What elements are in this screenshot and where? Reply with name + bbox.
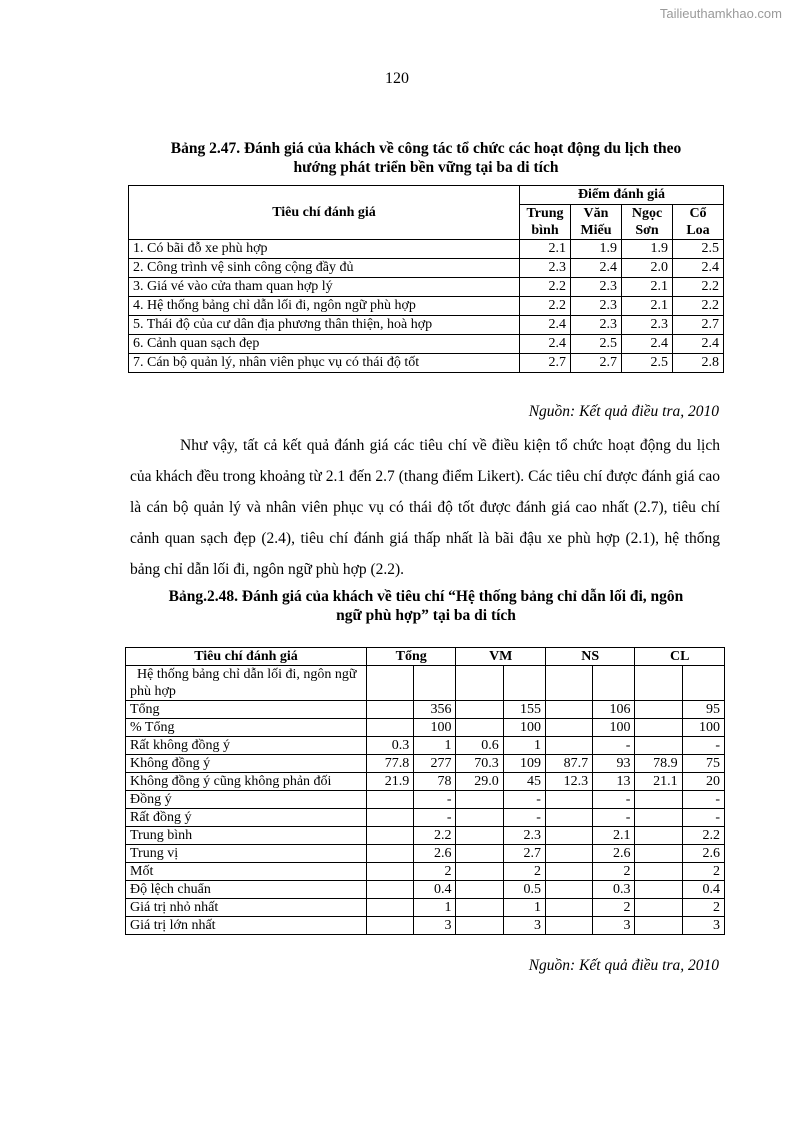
table-row <box>126 701 725 719</box>
table2-cell <box>545 881 592 899</box>
table2-row-label: Đồng ý <box>126 791 367 809</box>
table-row <box>126 666 725 701</box>
table1-row-label: 4. Hệ thống bảng chỉ dẫn lối đi, ngôn ngữ phù hợp <box>129 297 520 316</box>
table1-cell: 2.7 <box>520 354 571 373</box>
table1-row-label: 1. Có bãi đỗ xe phù hợp <box>129 240 520 259</box>
page-number: 120 <box>385 70 409 87</box>
table2-caption <box>128 587 724 625</box>
table2-cell: - <box>503 791 545 809</box>
table2-cell <box>503 666 545 701</box>
table2-cell: 1 <box>503 737 545 755</box>
table2-cell: 0.5 <box>503 881 545 899</box>
table1-col-header <box>622 205 673 240</box>
table2-row-label: Giá trị nhỏ nhất <box>126 899 367 917</box>
table2-cell: - <box>682 809 724 827</box>
table1-source: Nguồn: Kết quả điều tra, 2010 <box>528 403 719 420</box>
table2-cell: 0.4 <box>682 881 724 899</box>
table2-cell <box>635 809 682 827</box>
table1-col-header-line: Miếu <box>580 223 612 238</box>
table-row <box>129 240 724 259</box>
table2-group-header: NS <box>545 648 634 666</box>
table1-col-header-line: Cổ <box>689 206 707 221</box>
table2-cell <box>414 666 456 701</box>
table2-cell <box>635 863 682 881</box>
table2-cell: 3 <box>414 917 456 935</box>
table2-cell: 3 <box>682 917 724 935</box>
table-row <box>126 809 725 827</box>
table1-row-label: 2. Công trình vệ sinh công cộng đầy đủ <box>129 259 520 278</box>
table2-row-label: Trung vị <box>126 845 367 863</box>
table1-col-header <box>571 205 622 240</box>
table2-cell: 2 <box>593 899 635 917</box>
table1-cell: 2.5 <box>622 354 673 373</box>
table2-cell <box>545 666 592 701</box>
table2-cell: 155 <box>503 701 545 719</box>
table2-cell: 12.3 <box>545 773 592 791</box>
table2-cell <box>456 791 503 809</box>
table2-cell <box>456 899 503 917</box>
table2-cell <box>367 863 414 881</box>
table2-cell: 13 <box>593 773 635 791</box>
table-row <box>129 335 724 354</box>
table1-cell: 2.4 <box>520 335 571 354</box>
table2-cell: 78 <box>414 773 456 791</box>
table1-caption <box>128 139 724 177</box>
table2-cell: 2.3 <box>503 827 545 845</box>
table1-cell: 2.7 <box>571 354 622 373</box>
table1-col-header-line: Ngọc <box>631 206 663 221</box>
table1-cell: 2.4 <box>622 335 673 354</box>
table2-cell <box>635 917 682 935</box>
table2-cell <box>635 737 682 755</box>
table2-cell <box>635 666 682 701</box>
table1-cell: 2.4 <box>520 316 571 335</box>
table2-cell <box>456 719 503 737</box>
table-row <box>126 719 725 737</box>
table2-cell: 2.6 <box>593 845 635 863</box>
table2-cell: 20 <box>682 773 724 791</box>
table2-cell: 2.7 <box>503 845 545 863</box>
table1-cell: 2.7 <box>673 316 724 335</box>
table2-cell <box>545 701 592 719</box>
table2-cell: 100 <box>414 719 456 737</box>
table2-caption-line2: ngữ phù hợp” tại ba di tích <box>336 607 516 624</box>
table2-cell: 277 <box>414 755 456 773</box>
table2-cell <box>545 719 592 737</box>
table2-cell: 70.3 <box>456 755 503 773</box>
table2-cell <box>545 845 592 863</box>
table-row <box>126 773 725 791</box>
table2-cell: 2.6 <box>682 845 724 863</box>
table1-cell: 2.3 <box>571 316 622 335</box>
table1-cell: 2.2 <box>520 297 571 316</box>
table2-cell <box>367 845 414 863</box>
table1-col-header <box>520 205 571 240</box>
table1 <box>128 185 724 373</box>
table2-cell <box>545 827 592 845</box>
table2-cell: 29.0 <box>456 773 503 791</box>
table1-cell: 2.4 <box>673 335 724 354</box>
table2-caption-line1: Bảng.2.48. Đánh giá của khách về tiêu chí “Hệ thống bảng chỉ dẫn lối đi, ngôn <box>168 588 684 605</box>
table1-cell: 2.4 <box>571 259 622 278</box>
table1-cell: 1.9 <box>571 240 622 259</box>
table2-cell <box>545 917 592 935</box>
table2-cell: 2 <box>593 863 635 881</box>
table2-cell: 0.4 <box>414 881 456 899</box>
table2-row-label: Rất đồng ý <box>126 809 367 827</box>
table1-cell: 2.2 <box>520 278 571 297</box>
table1-cell: 2.5 <box>673 240 724 259</box>
table2-cell: 100 <box>682 719 724 737</box>
table2-cell: - <box>682 791 724 809</box>
table2-cell: 1 <box>503 899 545 917</box>
table-row <box>126 755 725 773</box>
table1-col-header-line: Trung <box>526 206 564 221</box>
table-row <box>129 259 724 278</box>
table1-caption-line1: Bảng 2.47. Đánh giá của khách về công tác tổ chức các hoạt động du lịch theo <box>170 140 682 157</box>
table2-source: Nguồn: Kết quả điều tra, 2010 <box>528 957 719 974</box>
table1-cell: 2.4 <box>673 259 724 278</box>
table2-cell: 2.2 <box>414 827 456 845</box>
table1-col-header <box>673 205 724 240</box>
table2-cell: 77.8 <box>367 755 414 773</box>
table2-cell: 1 <box>414 899 456 917</box>
table1-header-group: Điểm đánh giá <box>520 186 724 205</box>
table2-body <box>126 666 725 935</box>
table1-cell: 2.3 <box>571 297 622 316</box>
table2-cell <box>456 845 503 863</box>
table2-cell: 106 <box>593 701 635 719</box>
table2-cell <box>635 791 682 809</box>
table2-cell <box>635 827 682 845</box>
table2-cell: - <box>503 809 545 827</box>
table1-cell: 2.3 <box>571 278 622 297</box>
table1-cell: 2.2 <box>673 278 724 297</box>
table2-cell <box>545 791 592 809</box>
table-row <box>126 917 725 935</box>
table1-caption-line2: hướng phát triển bền vững tại ba di tích <box>293 159 559 176</box>
table2-row-label: Trung bình <box>126 827 367 845</box>
table2-cell: 2.2 <box>682 827 724 845</box>
table2-row-label: Rất không đồng ý <box>126 737 367 755</box>
table-row <box>126 899 725 917</box>
table2-cell <box>456 863 503 881</box>
table2-cell: - <box>414 809 456 827</box>
table1-cell: 2.5 <box>571 335 622 354</box>
table-row <box>126 881 725 899</box>
table2-cell <box>367 827 414 845</box>
table2-group-header: VM <box>456 648 545 666</box>
table2-cell: 87.7 <box>545 755 592 773</box>
watermark-text: Tailieuthamkhao.com <box>659 6 782 21</box>
table2-group-header: Tổng <box>367 648 456 666</box>
table2-cell <box>456 917 503 935</box>
table2-cell <box>367 881 414 899</box>
table2-cell <box>545 899 592 917</box>
table2-cell: 2 <box>414 863 456 881</box>
table-row <box>126 845 725 863</box>
table1-cell: 2.0 <box>622 259 673 278</box>
table2-row-label: Độ lệch chuẩn <box>126 881 367 899</box>
table2-cell: 0.3 <box>593 881 635 899</box>
table2-cell <box>545 809 592 827</box>
table2-group-header: CL <box>635 648 725 666</box>
table2-cell: - <box>682 737 724 755</box>
table-row <box>126 791 725 809</box>
table2-cell <box>593 666 635 701</box>
table-row <box>126 737 725 755</box>
table2-cell: - <box>593 809 635 827</box>
table2-cell <box>635 899 682 917</box>
table1-col-header-line: bình <box>531 223 559 238</box>
table2-cell <box>545 863 592 881</box>
table2-cell: 2 <box>682 863 724 881</box>
table2-cell: 21.9 <box>367 773 414 791</box>
table2-cell: - <box>414 791 456 809</box>
table1-cell: 2.8 <box>673 354 724 373</box>
table2-cell: 78.9 <box>635 755 682 773</box>
table-row <box>129 354 724 373</box>
table1-header-row <box>129 186 724 205</box>
table1-row-label: 5. Thái độ của cư dân địa phương thân thiện, hoà hợp <box>129 316 520 335</box>
table2-cell <box>456 881 503 899</box>
table2-row-label: Hệ thống bảng chỉ dẫn lối đi, ngôn ngữ phù hợp <box>126 666 367 701</box>
table2-cell: 2 <box>682 899 724 917</box>
table2-cell <box>367 701 414 719</box>
table1-cell: 2.3 <box>520 259 571 278</box>
table2-cell <box>367 809 414 827</box>
table2-cell: 3 <box>593 917 635 935</box>
table2-cell: - <box>593 791 635 809</box>
table2-cell: 0.6 <box>456 737 503 755</box>
table2-cell <box>456 701 503 719</box>
table2-row-label: Mốt <box>126 863 367 881</box>
table1-col-header-line: Văn <box>583 206 609 221</box>
table2-cell: - <box>593 737 635 755</box>
table1-cell: 2.1 <box>622 278 673 297</box>
table2-cell <box>682 666 724 701</box>
table1-col-header-line: Loa <box>686 223 710 238</box>
table1-cell: 2.1 <box>622 297 673 316</box>
table-row <box>129 316 724 335</box>
table2-cell <box>635 701 682 719</box>
table2-cell <box>456 827 503 845</box>
table2-cell: 21.1 <box>635 773 682 791</box>
table2-cell <box>367 719 414 737</box>
table2-cell <box>367 791 414 809</box>
table2-cell: 100 <box>593 719 635 737</box>
body-paragraph: Như vậy, tất cả kết quả đánh giá các tiêu chí về điều kiện tổ chức hoạt động du lịch của khách đều trong khoảng từ 2.1 đến 2.7 (thang điểm Likert). Các tiêu chí được đánh giá cao là cán bộ quản lý và nhân viên phục vụ có thái độ tốt được đánh giá cao nhất (2.7), tiêu chí cảnh quan sạch đẹp (2.4), tiêu chí đánh giá thấp nhất là bãi đậu xe phù hợp (2.1), hệ thống bảng chỉ dẫn lối đi, ngôn ngữ phù hợp (2.2). <box>130 437 720 578</box>
table2-cell <box>545 737 592 755</box>
table1-cell: 2.3 <box>622 316 673 335</box>
table2-row-label: % Tổng <box>126 719 367 737</box>
table1-cell: 2.2 <box>673 297 724 316</box>
table2-cell: 93 <box>593 755 635 773</box>
table2-cell: 100 <box>503 719 545 737</box>
table2-row-label: Tổng <box>126 701 367 719</box>
table2-row-label: Không đồng ý cũng không phản đối <box>126 773 367 791</box>
table2-cell <box>456 809 503 827</box>
table-row <box>126 863 725 881</box>
table2-cell <box>367 917 414 935</box>
table2-cell: 2.1 <box>593 827 635 845</box>
table2-cell <box>456 666 503 701</box>
table2-header-row <box>126 648 725 666</box>
table1-row-label: 3. Giá vé vào cửa tham quan hợp lý <box>129 278 520 297</box>
table2-cell: 356 <box>414 701 456 719</box>
table2-cell: 2 <box>503 863 545 881</box>
table2-cell <box>635 845 682 863</box>
table2-cell: 95 <box>682 701 724 719</box>
table1-col-header-line: Sơn <box>635 223 659 238</box>
table2-row-label: Không đồng ý <box>126 755 367 773</box>
table2-cell: 75 <box>682 755 724 773</box>
table2-cell: 2.6 <box>414 845 456 863</box>
table1-cell: 2.1 <box>520 240 571 259</box>
table-row <box>129 297 724 316</box>
table2-cell: 0.3 <box>367 737 414 755</box>
table2-cell: 45 <box>503 773 545 791</box>
table2-cell: 1 <box>414 737 456 755</box>
table2-row-label: Giá trị lớn nhất <box>126 917 367 935</box>
table2-header-criteria: Tiêu chí đánh giá <box>126 648 367 666</box>
table2-cell <box>635 881 682 899</box>
table2-cell <box>635 719 682 737</box>
table-row <box>126 827 725 845</box>
table1-cell: 1.9 <box>622 240 673 259</box>
table2 <box>125 647 725 935</box>
table2-cell: 109 <box>503 755 545 773</box>
table1-body <box>129 240 724 373</box>
table2-cell <box>367 899 414 917</box>
table2-cell: 3 <box>503 917 545 935</box>
table1-header-criteria: Tiêu chí đánh giá <box>129 186 520 240</box>
table1-row-label: 6. Cảnh quan sạch đẹp <box>129 335 520 354</box>
table-row <box>129 278 724 297</box>
table2-cell <box>367 666 414 701</box>
table1-row-label: 7. Cán bộ quản lý, nhân viên phục vụ có thái độ tốt <box>129 354 520 373</box>
